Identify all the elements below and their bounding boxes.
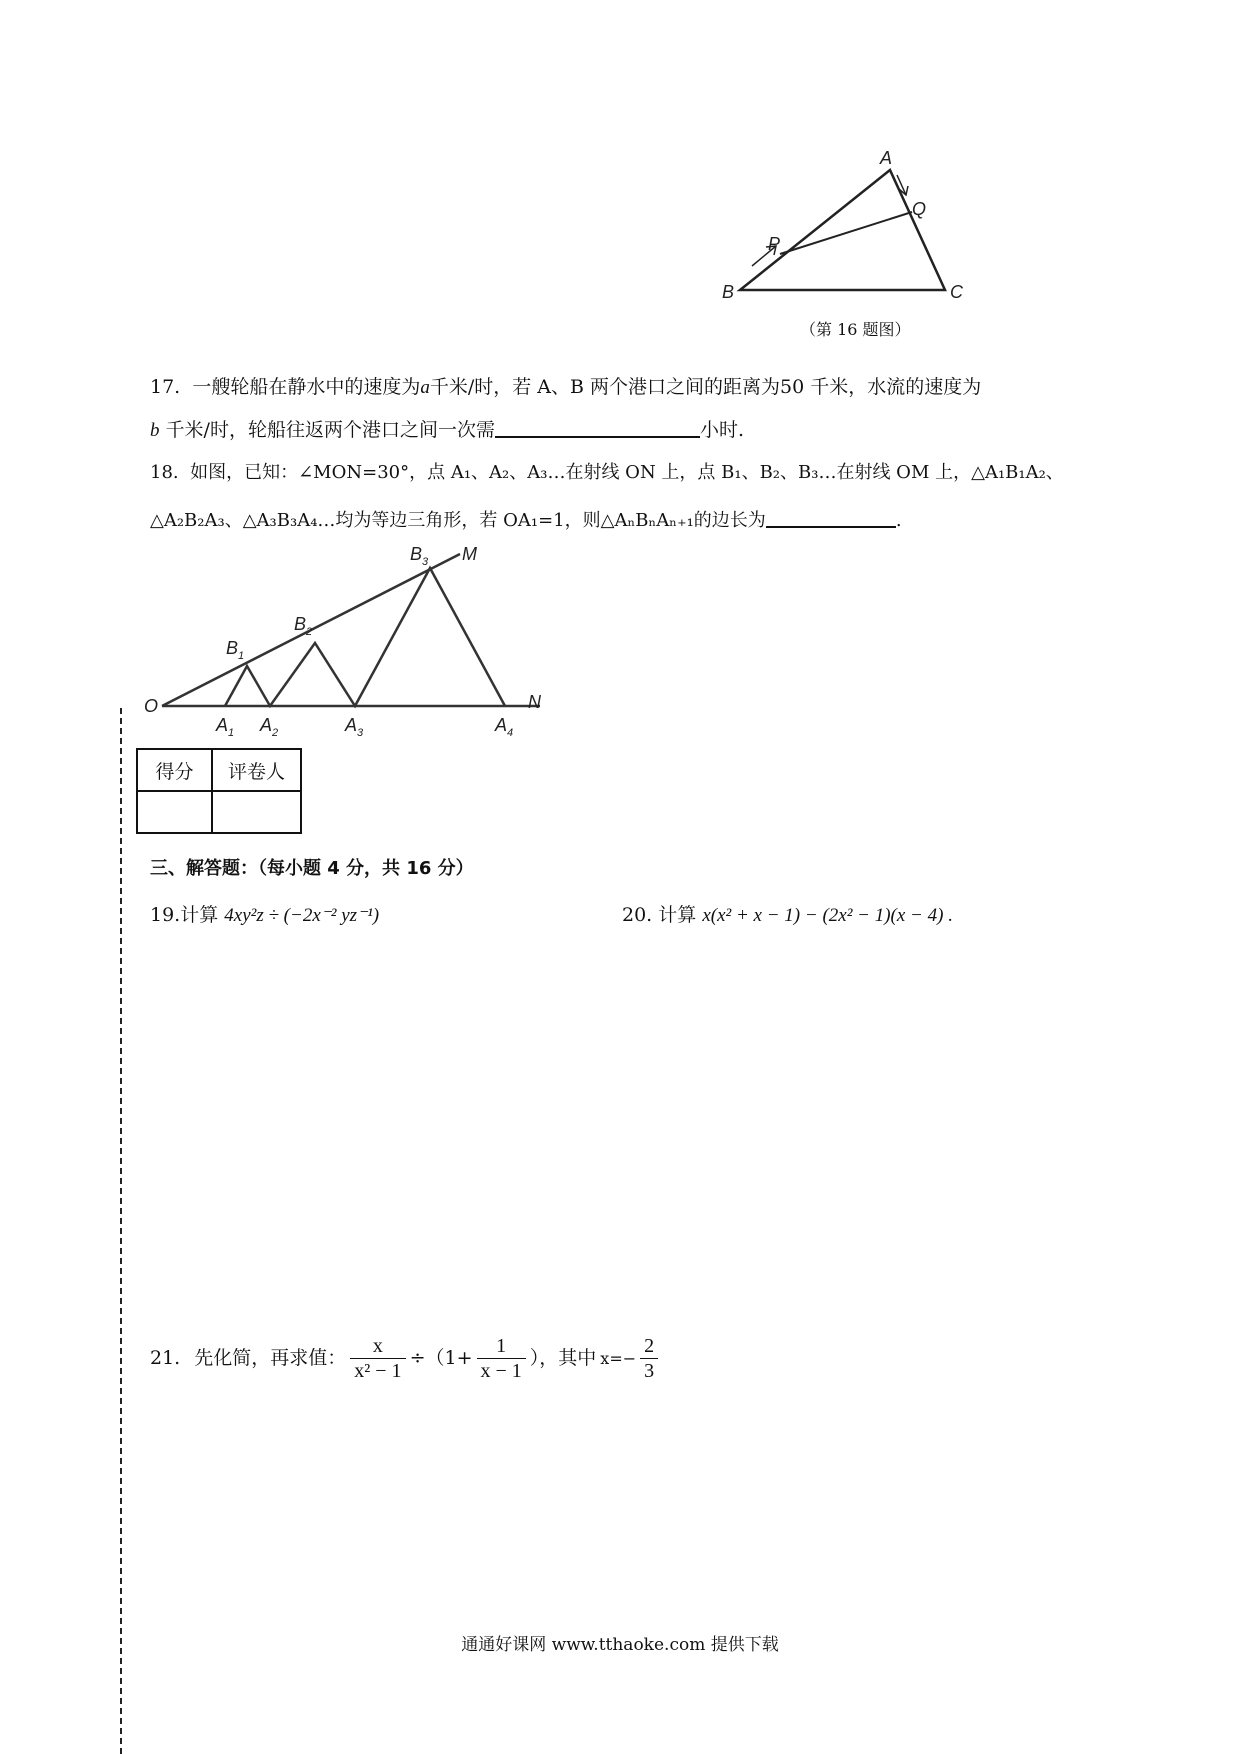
label-a1: $A_1$ (216, 715, 235, 739)
question-21 (150, 1336, 658, 1381)
question-text: ），其中 (529, 1347, 597, 1369)
question-number: 21. (150, 1347, 181, 1369)
question-text: 千米/时，若 A、B 两个港口之间的距离为50 千米，水流的速度为 (429, 376, 982, 398)
fraction-2-over-3 (640, 1336, 658, 1381)
answer-blank-17[interactable] (495, 418, 700, 438)
fraction-1-over-x-minus-1 (477, 1336, 526, 1381)
question-text: . (895, 510, 902, 531)
question-17-line1 (150, 378, 981, 397)
binding-dashed-line (120, 708, 122, 1754)
question-text: 千米/时，轮船往返两个港口之间一次需 (165, 419, 495, 441)
fraction-denominator: 3 (640, 1358, 658, 1381)
fraction-numerator: 1 (496, 1335, 507, 1357)
answer-blank-18[interactable] (766, 508, 896, 528)
question-text: 小时. (699, 419, 744, 441)
label-b: B (722, 282, 735, 302)
label-a4: $A_4$ (495, 715, 514, 739)
label-a2: $A_2$ (260, 715, 279, 739)
grader-cell[interactable] (212, 791, 301, 833)
variable-b: b (150, 420, 160, 441)
fraction-denominator: x − 1 (477, 1358, 526, 1381)
label-m: M (462, 544, 477, 564)
question-text: 先化简，再求值： (194, 1347, 347, 1369)
segment-pq (780, 212, 912, 254)
page-footer: 通通好课网 www.tthaoke.com 提供下载 (461, 1635, 779, 1655)
label-p: P (768, 234, 781, 254)
label-a3: $A_3$ (345, 715, 364, 739)
triangle-chain (225, 568, 505, 706)
question-18-line1 (150, 464, 1064, 482)
score-table (136, 748, 302, 834)
label-b2: $B_2$ (294, 614, 313, 638)
question-17-line2 (150, 418, 744, 440)
fraction-numerator: x (372, 1335, 383, 1357)
figure-16-caption: （第 16 题图） (800, 320, 911, 339)
label-c: C (950, 282, 963, 302)
section-3-title: 三、解答题：（每小题 4 分，共 16 分） (150, 858, 474, 879)
question-number: 18. (150, 462, 179, 483)
fraction-x-over-x2-minus-1 (350, 1336, 405, 1381)
label-o: O (144, 696, 159, 716)
label-n: N (528, 692, 541, 712)
math-expression: x(x² + x − 1) − (2x² − 1)(x − 4) . (702, 905, 953, 926)
question-text: 一艘轮船在静水中的速度为 (192, 376, 421, 398)
triangle-abc (740, 170, 945, 290)
question-number: 17. (150, 376, 181, 398)
question-text: △A₂B₂A₃、△A₃B₃A₄…均为等边三角形，若 OA₁=1，则△AₙBₙAₙ₊₁的边长为 (150, 510, 766, 531)
question-number: 19. (150, 904, 181, 926)
figure-16-diagram (700, 140, 990, 310)
math-expression: x=− (600, 1348, 637, 1368)
figure-18-diagram (140, 540, 560, 740)
question-20 (622, 906, 953, 925)
question-18-line2 (150, 508, 902, 530)
math-operator: ÷（1+ (409, 1347, 473, 1369)
label-q: Q (912, 199, 927, 219)
score-cell[interactable] (137, 791, 212, 833)
question-text: 如图，已知：∠MON=30°，点 A₁、A₂、A₃…在射线 ON 上，点 B₁、B₂、B₃…在射线 OM 上，△A₁B₁A₂、 (190, 462, 1064, 483)
score-header: 得分 (137, 749, 212, 791)
fraction-numerator: 2 (644, 1335, 655, 1357)
variable-a: a (420, 377, 430, 398)
label-a: A (880, 148, 893, 168)
question-text: 计算 (658, 904, 697, 926)
question-19 (150, 906, 379, 925)
math-expression: 4xy²z ÷ (−2x⁻² yz⁻¹) (224, 905, 380, 926)
label-b3: $B_3$ (410, 544, 429, 568)
fraction-denominator: x² − 1 (350, 1358, 405, 1381)
question-number: 20. (622, 904, 653, 926)
label-b1: $B_1$ (226, 638, 245, 662)
grader-header: 评卷人 (212, 749, 301, 791)
question-text: 计算 (180, 904, 219, 926)
